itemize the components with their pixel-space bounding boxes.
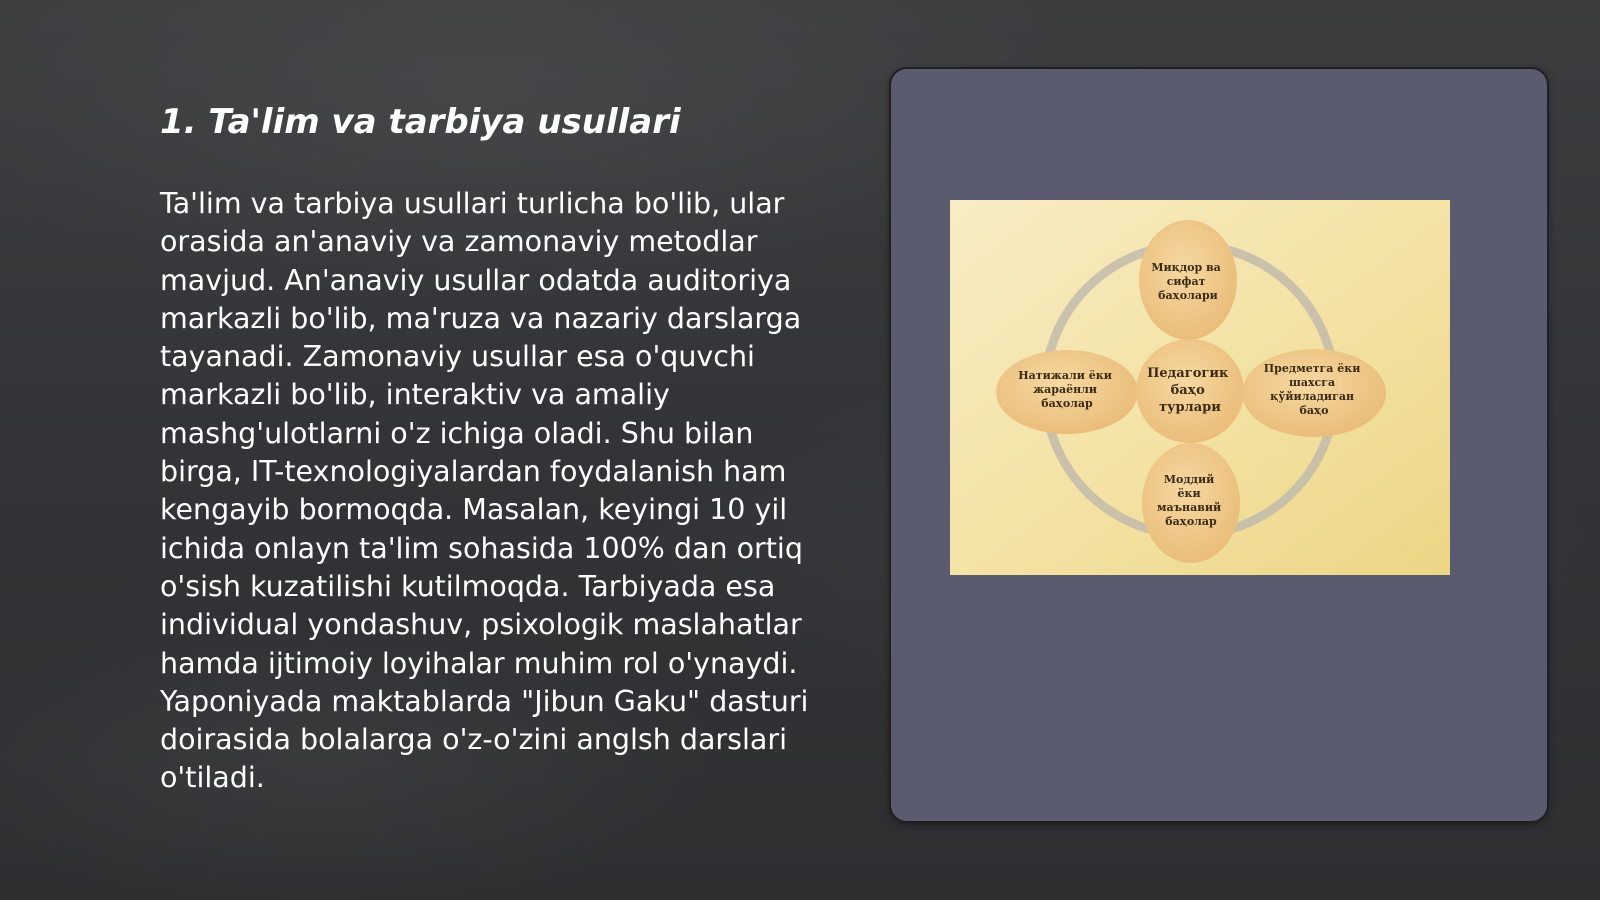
node-center-line1: Педагогик bbox=[1147, 366, 1229, 381]
node-bottom-line3: маънавий bbox=[1156, 501, 1222, 514]
node-center-line3: турлари bbox=[1159, 400, 1221, 415]
node-center-line2: баҳо bbox=[1170, 383, 1205, 398]
svg-text:Моддий ёки bbox=[1157, 473, 1225, 528]
node-right-line1: Предметга ёки bbox=[1263, 362, 1361, 375]
slide-body-text: Ta'lim va tarbiya usullari turlicha bo'lib, ular orasida an'anaviy va zamonaviy metodlar mavjud. An'anaviy usullar odatda auditoriya markazli bo'lib, ma'ruza va nazariy darslarga tayanadi. Zamonaviy usullar esa o'quvchi markazli bo'lib, interaktiv va amaliy mashg'ulotlarni o'z ichiga oladi. Shu bilan birga, IT-texnologiyalardan foydalanish ham kengayib bormoqda. Masalan, keyingi 10 yil ichida onlayn ta'lim sohasida 100% dan ortiq o'sish kuzatilishi kutilmoqda. Tarbiyada esa individual yondashuv, psixologik maslahatlar hamda ijtimoiy loyihalar muhim rol o'ynaydi. Yaponiyada maktablarda "Jibun Gaku" dasturi doirasida bolalarga o'z-o'zini anglsh darslari o'tiladi. bbox=[160, 187, 809, 795]
node-bottom-line1: Моддий bbox=[1163, 473, 1215, 486]
node-center bbox=[1136, 339, 1244, 443]
node-right-line3: қўйиладиган bbox=[1270, 390, 1354, 403]
pedagogical-assessment-diagram bbox=[950, 200, 1450, 575]
slide-title: 1. Ta'lim va tarbiya usullari bbox=[160, 102, 681, 142]
node-top-line1: Миқдор ва bbox=[1151, 261, 1221, 274]
node-top bbox=[1139, 220, 1237, 340]
node-left-line2: жараёнли bbox=[1033, 383, 1098, 396]
node-right bbox=[1242, 349, 1386, 437]
node-top-line2: сифат bbox=[1166, 275, 1206, 288]
image-panel bbox=[889, 67, 1549, 823]
node-left-line1: Натижали ёки bbox=[1018, 369, 1112, 382]
node-bottom-line2: ёки bbox=[1177, 487, 1201, 500]
node-top-line3: баҳолари bbox=[1158, 289, 1218, 302]
node-bottom bbox=[1142, 443, 1240, 563]
node-bottom-line4: баҳолар bbox=[1165, 515, 1217, 528]
node-left bbox=[996, 350, 1138, 434]
node-left-line3: баҳолар bbox=[1041, 397, 1093, 410]
node-right-line4: баҳо bbox=[1299, 404, 1329, 417]
node-right-line2: шахсга bbox=[1289, 376, 1336, 389]
